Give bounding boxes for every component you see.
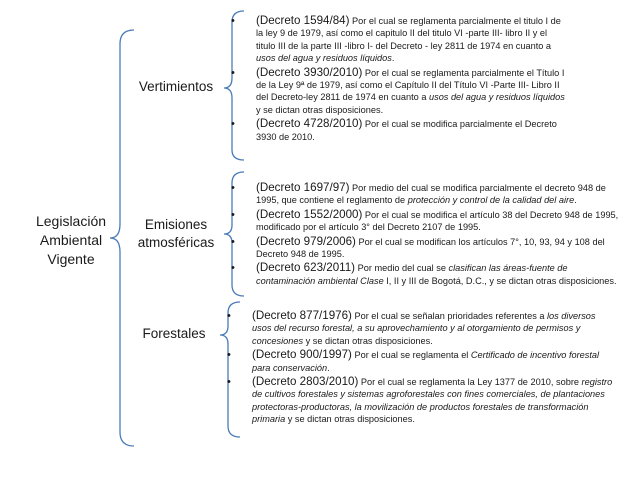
list-item: • (Decreto 623/2011) Por medio del cual se clasifican las áreas-fuente de contaminación ambiental Clase I, II y III de Bogotá, D.C., y se dictan otras disposiciones. [231, 261, 617, 286]
decree-code: (Decreto 877/1976) [252, 309, 352, 322]
decree-code: (Decreto 3930/2010) [256, 65, 363, 79]
category-emisiones [126, 216, 226, 252]
root-line-3: Vigente [47, 251, 95, 267]
decree-code: (Decreto 900/1997) [252, 348, 352, 362]
category-label-line-2: atmosféricas [137, 235, 215, 250]
decree-code: (Decreto 1594/84) [256, 14, 350, 27]
list-item: • (Decreto 4728/2010) Por el cual se modifica parcialmente el Decreto 3930 de 2010. [231, 117, 557, 142]
list-item: • (Decreto 877/1976) Por el cual se señalan prioridades referentes a los diversos usos del recurso forestal, a su aprovechamiento y al otorgamiento de permisos y concesiones y se dictan otras disposiciones. [227, 309, 596, 346]
list-forestales [227, 310, 617, 426]
list-item: • (Decreto 1697/97) Por medio del cual se modifica parcialmente el decreto 948 de 1995, que contiene el reglamento de protección y control de la calidad del aire. [231, 181, 606, 206]
decree-code: (Decreto 1552/2000) [256, 207, 363, 221]
list-item: • (Decreto 1594/84) Por el cual se reglamenta parcialmente el titulo I de la ley 9 de 1979, así como el capitulo II del titulo VI -parte III- libro II y el titulo III de la parte III -libro I- del Decreto - ley 2811 de 1974 en cuanto a usos del agua y residuos líquidos. [231, 14, 561, 64]
decree-code: (Decreto 979/2006) [256, 234, 356, 248]
decree-code: (Decreto 623/2011) [256, 261, 356, 275]
list-vertimientos [231, 15, 569, 143]
category-label: Forestales [142, 326, 206, 341]
category-label-line-1: Emisiones [144, 217, 208, 232]
category-label: Vertimientos [138, 79, 214, 94]
list-emisiones [231, 182, 629, 287]
root-line-2: Ambiental [39, 232, 103, 248]
category-forestales [124, 325, 224, 343]
category-vertimientos [126, 78, 226, 96]
list-item: • (Decreto 2803/2010) Por el cual se reglamenta la Ley 1377 de 2010, sobre registro de cultivos forestales y sistemas agroforestales con fines comerciales, de plantaciones protectoras-productoras, la movilización de productos forestales de transformación primaria y se dictan otras disposiciones. [227, 375, 613, 425]
decree-code: (Decreto 2803/2010) [252, 375, 359, 389]
decree-code: (Decreto 4728/2010) [256, 117, 363, 131]
list-item: • (Decreto 900/1997) Por el cual se reglamenta el Certificado de incentivo forestal para conservación. [227, 348, 600, 373]
list-item: • (Decreto 3930/2010) Por el cual se reglamenta parcialmente el Título I de la Ley 9ª de 1979, así como el Capítulo II del Título VI -Parte III- Libro II del Decreto-ley 2811 de 1974 en cuanto a usos del agua y residuos líquidos y se dictan otras disposiciones. [231, 65, 565, 115]
list-item: • (Decreto 979/2006) Por el cual se modifican los artículos 7°, 10, 93, 94 y 108 del Decreto 948 de 1995. [231, 234, 605, 260]
decree-code: (Decreto 1697/97) [256, 181, 350, 194]
root-line-1: Legislación [35, 213, 107, 229]
list-item: • (Decreto 1552/2000) Por el cual se modifica el artículo 38 del Decreto 948 de 1995, modificado por el artículo 3° del Decreto 2107 de 1995. [231, 207, 619, 233]
root-label [26, 212, 116, 269]
